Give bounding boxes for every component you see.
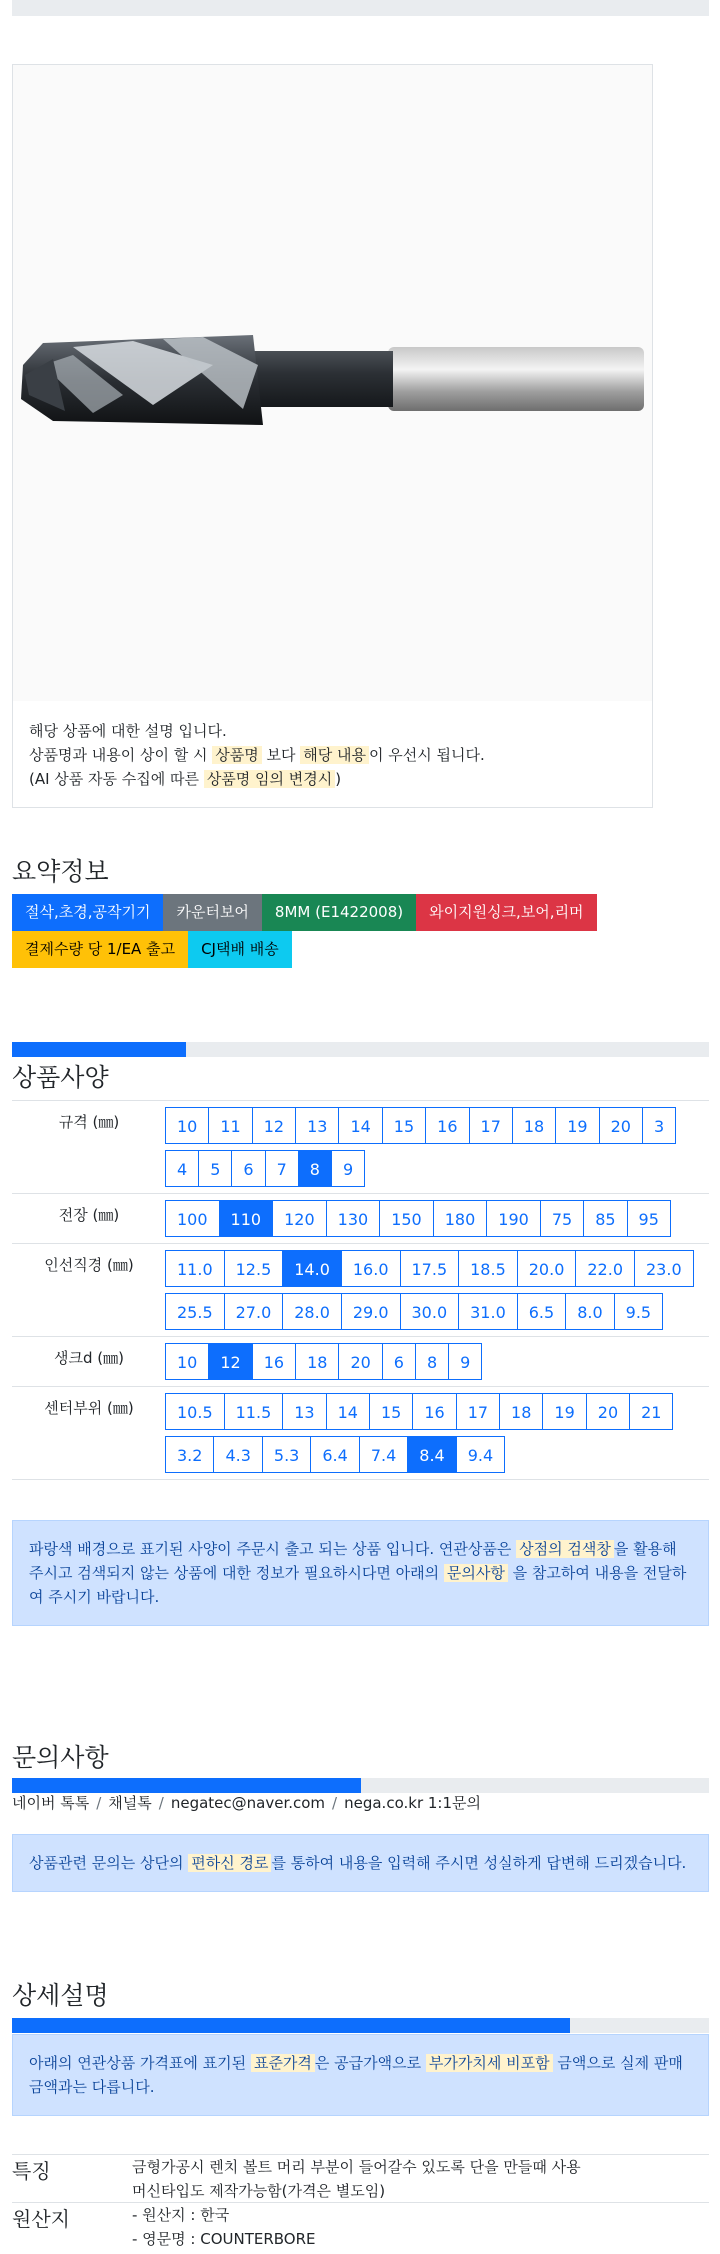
spec-option-selected[interactable]: 12 (208, 1343, 252, 1380)
spec-table (12, 1100, 709, 1480)
contact-separator: / (158, 1794, 164, 1812)
spec-option[interactable]: 8 (415, 1343, 449, 1380)
notice-text: 은 공급가액으로 (314, 2054, 422, 2072)
spec-option[interactable]: 95 (627, 1200, 671, 1237)
spec-option[interactable]: 12.5 (224, 1250, 284, 1287)
product-card (12, 64, 653, 808)
spec-option[interactable]: 11 (208, 1107, 252, 1144)
spec-option[interactable]: 20.0 (517, 1250, 577, 1287)
spec-option[interactable]: 9 (448, 1343, 482, 1380)
spec-option[interactable]: 6 (231, 1150, 265, 1187)
spec-title: 상품사양 (12, 1063, 109, 1092)
highlight: 부가가치세 비포함 (426, 2054, 553, 2072)
spec-label: 전장 (㎜) (58, 1206, 120, 1224)
summary-badge: 결제수량 당 1/EA 출고 (12, 931, 188, 968)
spec-option[interactable]: 120 (272, 1200, 327, 1237)
summary-badge: CJ택배 배송 (188, 931, 292, 968)
spec-option[interactable]: 21 (629, 1393, 673, 1430)
notice-text: 를 통하여 내용을 입력해 주시면 성실하게 답변해 드리겠습니다. (271, 1854, 687, 1872)
spec-option[interactable]: 10 (165, 1107, 209, 1144)
desc-text: 상품명과 내용이 상이 할 시 (29, 746, 208, 764)
notice-text: 아래의 연관상품 가격표에 표기된 (29, 2054, 247, 2072)
spec-option[interactable]: 18 (295, 1343, 339, 1380)
desc-line (29, 743, 485, 767)
spec-option[interactable]: 20 (338, 1343, 382, 1380)
spec-label: 인선직경 (㎜) (44, 1256, 134, 1274)
spec-option[interactable]: 12 (252, 1107, 296, 1144)
contact-item[interactable]: 네이버 톡톡 (12, 1794, 90, 1812)
contact-separator: / (332, 1794, 338, 1812)
spec-option[interactable]: 6 (382, 1343, 416, 1380)
spec-option[interactable]: 13 (282, 1393, 326, 1430)
spec-option[interactable]: 130 (326, 1200, 381, 1237)
notice-text: 파랑색 배경으로 표기된 사양이 주문시 출고 되는 상품 입니다. 연관상품은 (29, 1540, 512, 1558)
feature-value (132, 2155, 581, 2203)
spec-option[interactable]: 7 (265, 1150, 299, 1187)
spec-option[interactable]: 27.0 (224, 1293, 284, 1330)
spec-option[interactable]: 180 (433, 1200, 488, 1237)
feature-row (12, 2154, 709, 2203)
spec-option[interactable]: 23.0 (634, 1250, 694, 1287)
spec-option[interactable]: 17.5 (400, 1250, 460, 1287)
feature-line: 머신타입도 제작가능함(가격은 별도임) (132, 2182, 386, 2200)
spec-option[interactable]: 22.0 (575, 1250, 635, 1287)
spec-option[interactable]: 10 (165, 1343, 209, 1380)
spec-option[interactable]: 18.5 (458, 1250, 518, 1287)
summary-badge: 절삭,초경,공작기기 (12, 894, 163, 931)
detail-progress (12, 2018, 709, 2033)
spec-option[interactable]: 30.0 (400, 1293, 460, 1330)
spec-option[interactable]: 85 (583, 1200, 627, 1237)
spec-row (12, 1100, 709, 1193)
spec-option[interactable]: 18 (512, 1107, 556, 1144)
spec-option[interactable]: 9 (331, 1150, 365, 1187)
spec-options (166, 1393, 706, 1473)
spec-option[interactable]: 75 (540, 1200, 584, 1237)
feature-line: - 영문명 : COUNTERBORE (132, 2230, 316, 2248)
spec-option[interactable]: 6.5 (517, 1293, 566, 1330)
highlight: 해당 내용 (300, 746, 369, 764)
spec-row (12, 1336, 709, 1386)
spec-option[interactable]: 16 (425, 1107, 469, 1144)
spec-options (166, 1343, 706, 1380)
spec-option[interactable]: 15 (382, 1107, 426, 1144)
desc-line (29, 767, 485, 791)
spec-option-selected[interactable]: 8 (298, 1150, 332, 1187)
spec-option[interactable]: 18 (499, 1393, 543, 1430)
notice-text: 을 활용해 주시고 검색되지 않는 상품에 대한 정보가 필요하시다면 아래의 (29, 1540, 677, 1582)
spec-option[interactable]: 5.3 (262, 1436, 311, 1473)
spec-option[interactable]: 16 (252, 1343, 296, 1380)
product-image (13, 65, 652, 701)
spec-progress-fill (12, 1042, 186, 1057)
spec-option[interactable]: 11.0 (165, 1250, 225, 1287)
spec-option[interactable]: 4 (165, 1150, 199, 1187)
spec-label: 규격 (㎜) (58, 1113, 120, 1131)
spec-option[interactable]: 25.5 (165, 1293, 225, 1330)
detail-progress-fill (12, 2018, 570, 2033)
notice-text: 상품관련 문의는 상단의 (29, 1854, 184, 1872)
notice-text: 금액으로 실제 판매금액과는 다릅니다. (29, 2054, 683, 2096)
spec-option[interactable]: 5 (198, 1150, 232, 1187)
product-description (29, 719, 485, 791)
spec-notice (12, 1520, 709, 1626)
contact-list (12, 1792, 481, 1813)
desc-text: 이 우선시 됩니다. (369, 746, 485, 764)
highlight: 편하신 경로 (188, 1854, 271, 1872)
spec-option[interactable]: 150 (379, 1200, 434, 1237)
contact-separator: / (96, 1794, 102, 1812)
highlight: 상점의 검색창 (516, 1540, 614, 1558)
summary-badge: 카운터보어 (163, 894, 261, 931)
inquiry-progress (12, 1778, 709, 1793)
spec-option[interactable]: 16.0 (341, 1250, 401, 1287)
feature-key: 원산지 (12, 2207, 70, 2231)
summary-badge: 8MM (E1422008) (262, 894, 416, 931)
spec-row (12, 1243, 709, 1336)
desc-line: 해당 상품에 대한 설명 입니다. (29, 722, 227, 740)
spec-option-selected[interactable]: 110 (219, 1200, 274, 1237)
spec-progress (12, 1042, 709, 1057)
spec-option[interactable]: 10.5 (165, 1393, 225, 1430)
spec-option-selected[interactable]: 8.4 (407, 1436, 456, 1473)
spec-option[interactable]: 3 (642, 1107, 676, 1144)
spec-options (166, 1200, 706, 1237)
spec-option[interactable]: 8.0 (565, 1293, 614, 1330)
summary-title: 요약정보 (12, 857, 109, 886)
highlight: 문의사항 (444, 1564, 508, 1582)
spec-option-selected[interactable]: 14.0 (282, 1250, 342, 1287)
spec-label: 센터부위 (㎜) (44, 1399, 134, 1417)
contact-item[interactable]: negatec@naver.com (170, 1794, 326, 1812)
spec-options (166, 1250, 706, 1330)
spec-option[interactable]: 20 (586, 1393, 630, 1430)
spec-option[interactable]: 4.3 (213, 1436, 262, 1473)
inquiry-notice (12, 1834, 709, 1892)
spec-option[interactable]: 100 (165, 1200, 220, 1237)
spec-option[interactable]: 15 (369, 1393, 413, 1430)
desc-text: (AI 상품 자동 수집에 따른 (29, 770, 200, 788)
feature-line: 금형가공시 렌치 볼트 머리 부분이 들어갈수 있도록 단을 만들때 사용 (132, 2158, 581, 2176)
spec-option[interactable]: 14 (326, 1393, 370, 1430)
spec-option[interactable]: 6.4 (310, 1436, 359, 1473)
spec-option[interactable]: 13 (295, 1107, 339, 1144)
spec-option[interactable]: 17 (456, 1393, 500, 1430)
desc-text: 보다 (266, 746, 296, 764)
detail-notice (12, 2034, 709, 2116)
feature-key: 특징 (12, 2159, 51, 2183)
highlight: 표준가격 (251, 2054, 315, 2072)
highlight: 상품명 (212, 746, 261, 764)
spec-option[interactable]: 14 (338, 1107, 382, 1144)
spec-row (12, 1386, 709, 1480)
inquiry-progress-fill (12, 1778, 361, 1793)
detail-title: 상세설명 (12, 1981, 109, 2010)
spec-option[interactable]: 17 (469, 1107, 513, 1144)
spec-option[interactable]: 7.4 (359, 1436, 408, 1473)
spec-label: 생크d (㎜) (54, 1349, 124, 1367)
inquiry-title: 문의사항 (12, 1743, 109, 1772)
top-progress-bar (12, 0, 709, 16)
spec-option[interactable]: 9.5 (614, 1293, 663, 1330)
spec-option[interactable]: 19 (555, 1107, 599, 1144)
contact-item[interactable]: 채널톡 (108, 1794, 152, 1812)
spec-options (166, 1107, 706, 1187)
spec-row (12, 1193, 709, 1243)
spec-option[interactable]: 31.0 (458, 1293, 518, 1330)
spec-option[interactable]: 3.2 (165, 1436, 214, 1473)
spec-option[interactable]: 16 (412, 1393, 456, 1430)
spec-option[interactable]: 9.4 (456, 1436, 505, 1473)
feature-row (12, 2202, 709, 2251)
summary-badge: 와이지원싱크,보어,리머 (416, 894, 596, 931)
notice-text: 을 참고하여 내용을 전달하여 주시기 바랍니다. (29, 1564, 687, 1606)
spec-option[interactable]: 20 (599, 1107, 643, 1144)
summary-badges (12, 894, 652, 968)
spec-option[interactable]: 11.5 (224, 1393, 284, 1430)
feature-line: - 원산지 : 한국 (132, 2206, 230, 2224)
contact-item[interactable]: nega.co.kr 1:1문의 (344, 1794, 481, 1812)
spec-option[interactable]: 19 (542, 1393, 586, 1430)
desc-text: ) (335, 770, 342, 788)
spec-option[interactable]: 28.0 (282, 1293, 342, 1330)
feature-value (132, 2203, 316, 2251)
spec-option[interactable]: 29.0 (341, 1293, 401, 1330)
highlight: 상품명 임의 변경시 (204, 770, 335, 788)
spec-option[interactable]: 190 (486, 1200, 541, 1237)
